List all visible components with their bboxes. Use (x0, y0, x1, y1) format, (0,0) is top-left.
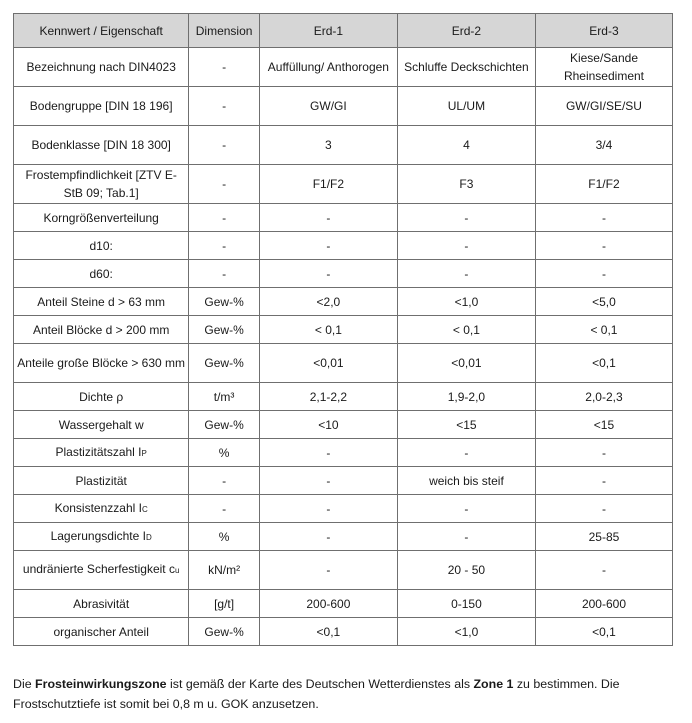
cell-text: GW/GI/SE/SU (565, 99, 642, 113)
cell-text: Bodengruppe [DIN 18 196] (29, 99, 173, 113)
cell-text: - (326, 266, 331, 281)
cell-text: 25-85 (588, 529, 620, 544)
cell-text: kN/m² (208, 563, 241, 577)
cell-erd-3 (535, 260, 672, 288)
cell-text: < 0,1 (452, 322, 480, 337)
cell-text: Bezeichnung nach DIN4023 (26, 60, 176, 74)
table-row (14, 316, 673, 344)
cell-text: - (326, 238, 331, 253)
cell-text: <15 (456, 417, 477, 432)
cell-property (14, 590, 189, 618)
cell-text: - (601, 501, 606, 516)
cell-text: - (326, 529, 331, 544)
cell-property (14, 495, 189, 523)
cell-property (14, 523, 189, 551)
cell-erd-1 (259, 618, 397, 646)
cell-text: Gew-% (204, 322, 244, 337)
cell-dimension (189, 344, 260, 383)
symbol-subscript: u (174, 566, 180, 575)
cell-text: d10: (89, 238, 113, 253)
cell-text: 200-600 (306, 596, 351, 611)
cell-text: weich bis steif (429, 473, 504, 488)
cell-erd-2 (397, 590, 535, 618)
cell-text: 0-150 (451, 596, 482, 611)
cell-text: Bodenklasse [DIN 18 300] (31, 138, 171, 152)
cell-text: Konsistenzzahl I (54, 500, 142, 515)
cell-text: - (222, 266, 227, 281)
cell-property (14, 48, 189, 87)
table-row (14, 411, 673, 439)
cell-erd-3 (535, 383, 672, 411)
cell-erd-1 (259, 126, 397, 165)
cell-property (14, 618, 189, 646)
table-header-row (14, 14, 673, 48)
cell-text: - (326, 210, 331, 225)
cell-text: <10 (318, 417, 339, 432)
cell-text: F3 (459, 177, 474, 191)
cell-erd-2 (397, 411, 535, 439)
cell-text: - (222, 138, 227, 152)
note-bold-frost-zone: Frosteinwirkungszone (35, 677, 167, 691)
cell-erd-2 (397, 204, 535, 232)
cell-text: - (601, 473, 606, 488)
header-dimension: Dimension (189, 14, 260, 48)
cell-dimension (189, 204, 260, 232)
symbol-subscript: D (145, 532, 152, 542)
cell-text: <0,1 (592, 356, 616, 370)
cell-erd-3 (535, 618, 672, 646)
cell-text: % (218, 445, 230, 460)
cell-erd-1 (259, 495, 397, 523)
cell-text: - (326, 445, 331, 460)
table-row (14, 87, 673, 126)
cell-property (14, 467, 189, 495)
cell-erd-2 (397, 48, 535, 87)
cell-text: 3/4 (595, 138, 613, 152)
cell-text: <2,0 (316, 294, 341, 309)
cell-text: <0,1 (592, 624, 616, 639)
cell-text: Frostempfindlichkeit [ZTV E-StB 09; Tab.1] (25, 168, 177, 200)
cell-dimension (189, 467, 260, 495)
cell-erd-3 (535, 495, 672, 523)
cell-text: 2,0-2,3 (585, 389, 623, 404)
cell-text: Korngrößenverteilung (43, 210, 159, 225)
cell-erd-3 (535, 204, 672, 232)
note-text-1: Die (13, 677, 36, 691)
cell-text: - (464, 266, 469, 281)
cell-dimension (189, 165, 260, 204)
cell-dimension (189, 87, 260, 126)
cell-dimension (189, 383, 260, 411)
cell-erd-2 (397, 260, 535, 288)
cell-text: - (222, 501, 227, 516)
cell-erd-1 (259, 288, 397, 316)
cell-text: - (222, 238, 227, 253)
cell-property (14, 383, 189, 411)
table-row (14, 551, 673, 590)
cell-erd-3 (535, 316, 672, 344)
cell-text: Abrasivität (73, 596, 130, 611)
cell-erd-1 (259, 467, 397, 495)
cell-text: t/m³ (213, 389, 235, 404)
table-row (14, 590, 673, 618)
table-row (14, 344, 673, 383)
cell-dimension (189, 126, 260, 165)
cell-erd-2 (397, 439, 535, 467)
cell-text: - (601, 210, 606, 225)
cell-text: 2,1-2,2 (309, 389, 348, 404)
cell-erd-2 (397, 87, 535, 126)
cell-text: Dichte ρ (79, 389, 124, 404)
cell-erd-2 (397, 523, 535, 551)
cell-text: - (464, 501, 469, 516)
table-row (14, 232, 673, 260)
cell-erd-1 (259, 165, 397, 204)
cell-dimension (189, 551, 260, 590)
cell-erd-2 (397, 467, 535, 495)
cell-erd-2 (397, 551, 535, 590)
cell-erd-3 (535, 467, 672, 495)
cell-text: <0,01 (313, 356, 344, 370)
cell-property (14, 126, 189, 165)
cell-dimension (189, 316, 260, 344)
cell-erd-3 (535, 165, 672, 204)
cell-text: Plastizitätszahl I (55, 444, 142, 459)
table-row (14, 383, 673, 411)
cell-text: Anteil Steine d > 63 mm (37, 294, 166, 309)
cell-erd-2 (397, 165, 535, 204)
cell-property (14, 316, 189, 344)
cell-text: Gew-% (204, 294, 244, 309)
cell-property (14, 165, 189, 204)
cell-erd-3 (535, 344, 672, 383)
cell-text: Anteile große Blöcke > 630 mm (17, 356, 186, 370)
cell-property (14, 260, 189, 288)
table-row (14, 204, 673, 232)
cell-erd-1 (259, 316, 397, 344)
symbol-subscript: P (141, 448, 147, 458)
table-row (14, 439, 673, 467)
cell-erd-1 (259, 383, 397, 411)
note-bold-zone-1: Zone 1 (473, 677, 514, 691)
header-erd-2: Erd-2 (397, 14, 535, 48)
symbol-subscript: C (141, 504, 148, 514)
table-row (14, 165, 673, 204)
cell-erd-1 (259, 590, 397, 618)
cell-text: <5,0 (592, 294, 616, 309)
cell-dimension (189, 232, 260, 260)
cell-erd-1 (259, 87, 397, 126)
cell-erd-1 (259, 344, 397, 383)
cell-erd-2 (397, 126, 535, 165)
cell-property (14, 411, 189, 439)
cell-text: <1,0 (454, 294, 479, 309)
cell-erd-2 (397, 288, 535, 316)
cell-erd-2 (397, 232, 535, 260)
cell-erd-1 (259, 439, 397, 467)
cell-erd-2 (397, 495, 535, 523)
header-erd-3: Erd-3 (535, 14, 672, 48)
cell-text: Gew-% (204, 417, 244, 432)
cell-property (14, 87, 189, 126)
cell-erd-3 (535, 411, 672, 439)
table-row (14, 48, 673, 87)
cell-property (14, 232, 189, 260)
cell-text: Lagerungsdichte I (50, 528, 146, 543)
cell-property (14, 204, 189, 232)
table-body (14, 48, 673, 646)
table-row (14, 288, 673, 316)
header-property: Kennwert / Eigenschaft (14, 14, 189, 48)
cell-text: - (326, 501, 331, 516)
cell-property (14, 551, 189, 590)
cell-text: Schluffe Deckschichten (404, 60, 529, 74)
cell-erd-1 (259, 523, 397, 551)
cell-dimension (189, 618, 260, 646)
cell-property (14, 344, 189, 383)
cell-dimension (189, 523, 260, 551)
note-text-3: zu bestimmen. Die Frostschutztiefe ist somit bei 0,8 m u. GOK anzusetzen. (13, 677, 620, 711)
cell-text: Anteil Blöcke d > 200 mm (32, 322, 170, 337)
cell-erd-1 (259, 260, 397, 288)
cell-text: Gew-% (204, 624, 244, 639)
cell-erd-3 (535, 232, 672, 260)
cell-text: 200-600 (581, 596, 626, 611)
cell-erd-2 (397, 316, 535, 344)
cell-text: [g/t] (214, 596, 235, 611)
cell-text: F1/F2 (588, 177, 620, 191)
cell-text: - (222, 473, 227, 488)
cell-text: - (222, 177, 227, 191)
cell-text: 20 - 50 (447, 563, 486, 577)
cell-text: <0,1 (316, 624, 341, 639)
cell-erd-3 (535, 87, 672, 126)
cell-text: - (222, 60, 227, 74)
cell-text: - (464, 445, 469, 460)
cell-text: - (464, 529, 469, 544)
cell-text: Plastizität (75, 473, 127, 488)
cell-erd-1 (259, 48, 397, 87)
note-text-2: ist gemäß der Karte des Deutschen Wetterdienstes als (166, 677, 474, 691)
cell-text: % (218, 529, 230, 544)
cell-erd-3 (535, 439, 672, 467)
cell-text: < 0,1 (590, 322, 618, 337)
cell-erd-2 (397, 618, 535, 646)
cell-text: - (601, 238, 606, 253)
cell-erd-3 (535, 523, 672, 551)
cell-text: - (601, 445, 606, 460)
table-row (14, 523, 673, 551)
cell-dimension (189, 439, 260, 467)
cell-text: Wassergehalt w (58, 417, 144, 432)
cell-text: - (222, 210, 227, 225)
cell-erd-1 (259, 411, 397, 439)
table-row (14, 467, 673, 495)
cell-erd-2 (397, 383, 535, 411)
cell-text: organischer Anteil (53, 624, 149, 639)
cell-text: 4 (463, 138, 470, 152)
cell-erd-3 (535, 288, 672, 316)
cell-property (14, 439, 189, 467)
cell-erd-3 (535, 48, 672, 87)
soil-properties-table (13, 13, 673, 646)
cell-erd-3 (535, 590, 672, 618)
cell-erd-2 (397, 344, 535, 383)
cell-erd-3 (535, 551, 672, 590)
cell-text: - (464, 210, 469, 225)
cell-text: 3 (325, 138, 332, 152)
cell-text: - (464, 238, 469, 253)
header-erd-1: Erd-1 (259, 14, 397, 48)
cell-erd-3 (535, 126, 672, 165)
cell-text: - (601, 266, 606, 281)
cell-erd-1 (259, 551, 397, 590)
cell-text: - (326, 563, 331, 577)
table-row (14, 495, 673, 523)
cell-text: GW/GI (310, 99, 347, 113)
cell-text: Gew-% (204, 356, 244, 370)
cell-dimension (189, 260, 260, 288)
frost-zone-note (13, 674, 683, 714)
cell-dimension (189, 495, 260, 523)
cell-erd-1 (259, 204, 397, 232)
table-row (14, 126, 673, 165)
cell-property (14, 288, 189, 316)
cell-dimension (189, 288, 260, 316)
cell-text: Auffüllung/ Anthorogen (267, 60, 389, 74)
cell-text: <0,01 (451, 356, 482, 370)
cell-text: d60: (89, 266, 113, 281)
cell-text: - (601, 563, 606, 577)
table-row (14, 618, 673, 646)
cell-dimension (189, 411, 260, 439)
cell-dimension (189, 590, 260, 618)
cell-text: 1,9-2,0 (447, 389, 486, 404)
cell-erd-1 (259, 232, 397, 260)
cell-text: F1/F2 (312, 177, 345, 191)
cell-text: <15 (593, 417, 615, 432)
cell-text: < 0,1 (314, 322, 342, 337)
cell-dimension (189, 48, 260, 87)
cell-text: UL/UM (447, 99, 486, 113)
cell-text: - (326, 473, 331, 488)
cell-text: Kiese/Sande Rheinsediment (563, 51, 644, 83)
cell-text: <1,0 (454, 624, 479, 639)
cell-text: - (222, 99, 227, 113)
cell-text: undränierte Scherfestigkeit c (22, 562, 175, 576)
table-row (14, 260, 673, 288)
